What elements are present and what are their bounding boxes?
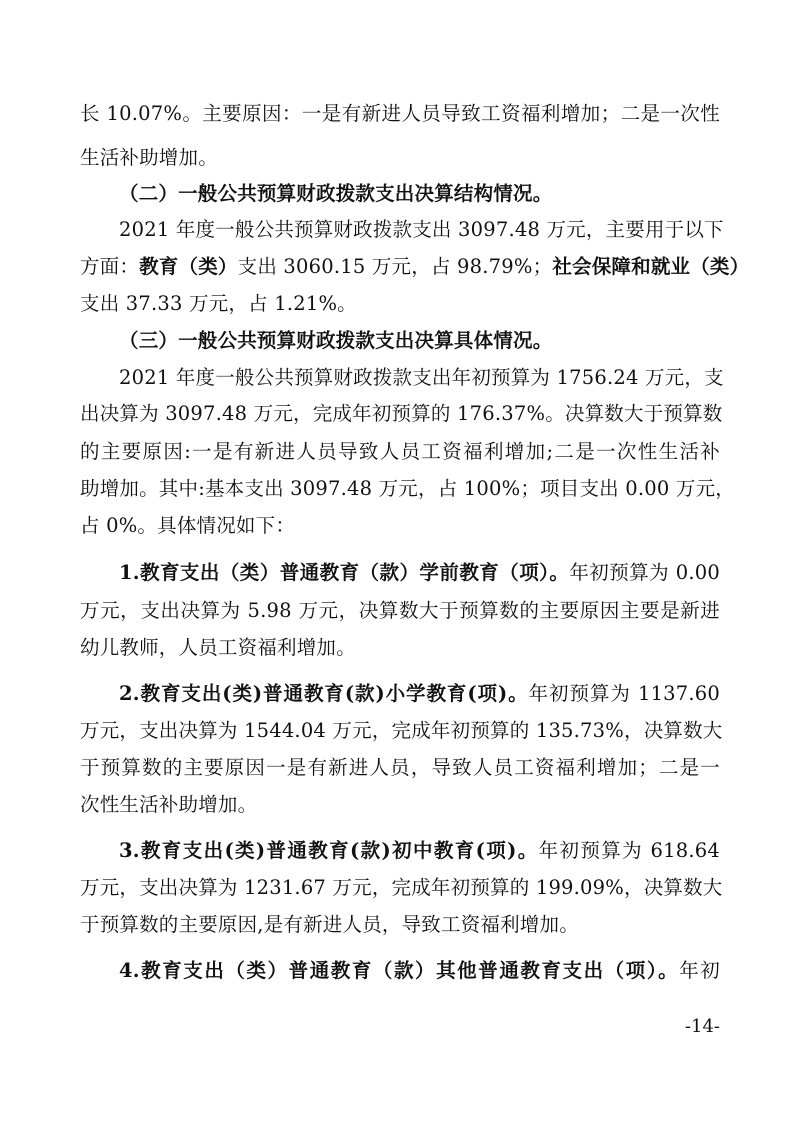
text-segment: 年初 <box>679 959 720 982</box>
section-heading-3 <box>119 326 759 356</box>
text-line-17 <box>80 716 723 746</box>
text-segment: 的主要原因:一是有新进人员导致人员工资福利增加;二是一次性生活补 <box>80 440 720 463</box>
bold-text-segment: 2.教育支出(类)普通教育(款)小学教育(项)。 <box>119 682 529 705</box>
section-heading-2 <box>119 179 759 209</box>
text-segment: 年初预算为 618.64 <box>538 839 720 862</box>
bold-text-segment: 社会保障和就业（类） <box>552 255 750 278</box>
text-line-18 <box>80 753 720 783</box>
text-segment: 生活补助增加。 <box>80 146 218 169</box>
text-segment: 支出 37.33 万元，占 1.21%。 <box>80 292 357 315</box>
bold-text-segment: 1.教育支出（类）普通教育（款）学前教育（项）。 <box>119 561 570 584</box>
text-line-1 <box>80 99 720 129</box>
text-line-9 <box>80 399 723 429</box>
text-segment: 次性生活补助增加。 <box>80 793 258 816</box>
text-segment: 万元，支出决算为 1231.67 万元，完成年初预算的 199.09%，决算数大 <box>80 876 723 899</box>
text-segment: 占 0%。具体情况如下： <box>80 514 296 537</box>
text-line-22 <box>80 910 720 940</box>
text-segment: 2021 年度一般公共预算财政拨款支出年初预算为 1756.24 万元，支 <box>119 366 724 389</box>
text-line-8 <box>119 363 724 393</box>
text-line-19 <box>80 790 720 820</box>
text-segment: 年初预算为 1137.60 <box>528 682 721 705</box>
text-line-4 <box>119 215 724 245</box>
item-heading-4 <box>119 956 720 986</box>
bold-text-segment: 3.教育支出(类)普通教育(款)初中教育(项)。 <box>119 839 539 862</box>
text-line-21 <box>80 873 723 903</box>
text-segment: 方面： <box>80 255 140 278</box>
text-segment: 于预算数的主要原因一是有新进人员，导致人员工资福利增加；二是一 <box>80 756 720 779</box>
text-segment: 长 10.07%。主要原因：一是有新进人员导致工资福利增加；二是一次性 <box>80 102 720 125</box>
item-heading-1 <box>119 558 720 588</box>
text-segment: 支出 3060.15 万元，占 98.79%； <box>237 255 553 278</box>
text-segment: 于预算数的主要原因,是有新进人员，导致工资福利增加。 <box>80 913 579 936</box>
text-line-6 <box>80 289 720 319</box>
text-line-15 <box>80 633 720 663</box>
bold-text-segment: （二）一般公共预算财政拨款支出决算结构情况。 <box>119 182 553 205</box>
text-line-11 <box>80 474 735 504</box>
text-segment: 2021 年度一般公共预算财政拨款支出 3097.48 万元，主要用于以下 <box>119 218 724 241</box>
bold-text-segment: 教育（类） <box>139 255 238 278</box>
text-segment: 万元，支出决算为 5.98 万元，决算数大于预算数的主要原因主要是新进 <box>80 599 720 622</box>
text-segment: 年初预算为 0.00 <box>569 561 720 584</box>
bold-text-segment: 4.教育支出（类）普通教育（款）其他普通教育支出（项）。 <box>119 959 680 982</box>
text-segment: 万元，支出决算为 1544.04 万元，完成年初预算的 135.73%，决算数大 <box>80 719 723 742</box>
item-heading-3 <box>119 836 720 866</box>
text-line-10 <box>80 437 720 467</box>
page-number: -14- <box>684 1016 720 1037</box>
text-line-5 <box>80 252 750 282</box>
text-line-12 <box>80 511 720 541</box>
bold-text-segment: （三）一般公共预算财政拨款支出决算具体情况。 <box>119 329 553 352</box>
text-line-14 <box>80 596 720 626</box>
text-line-2 <box>80 143 720 173</box>
item-heading-2 <box>119 679 720 709</box>
text-segment: 助增加。其中:基本支出 3097.48 万元，占 100%；项目支出 0.00 万元， <box>80 477 735 500</box>
text-segment: 幼儿教师，人员工资福利增加。 <box>80 636 356 659</box>
text-segment: 出决算为 3097.48 万元，完成年初预算的 176.37%。决算数大于预算数 <box>80 402 723 425</box>
